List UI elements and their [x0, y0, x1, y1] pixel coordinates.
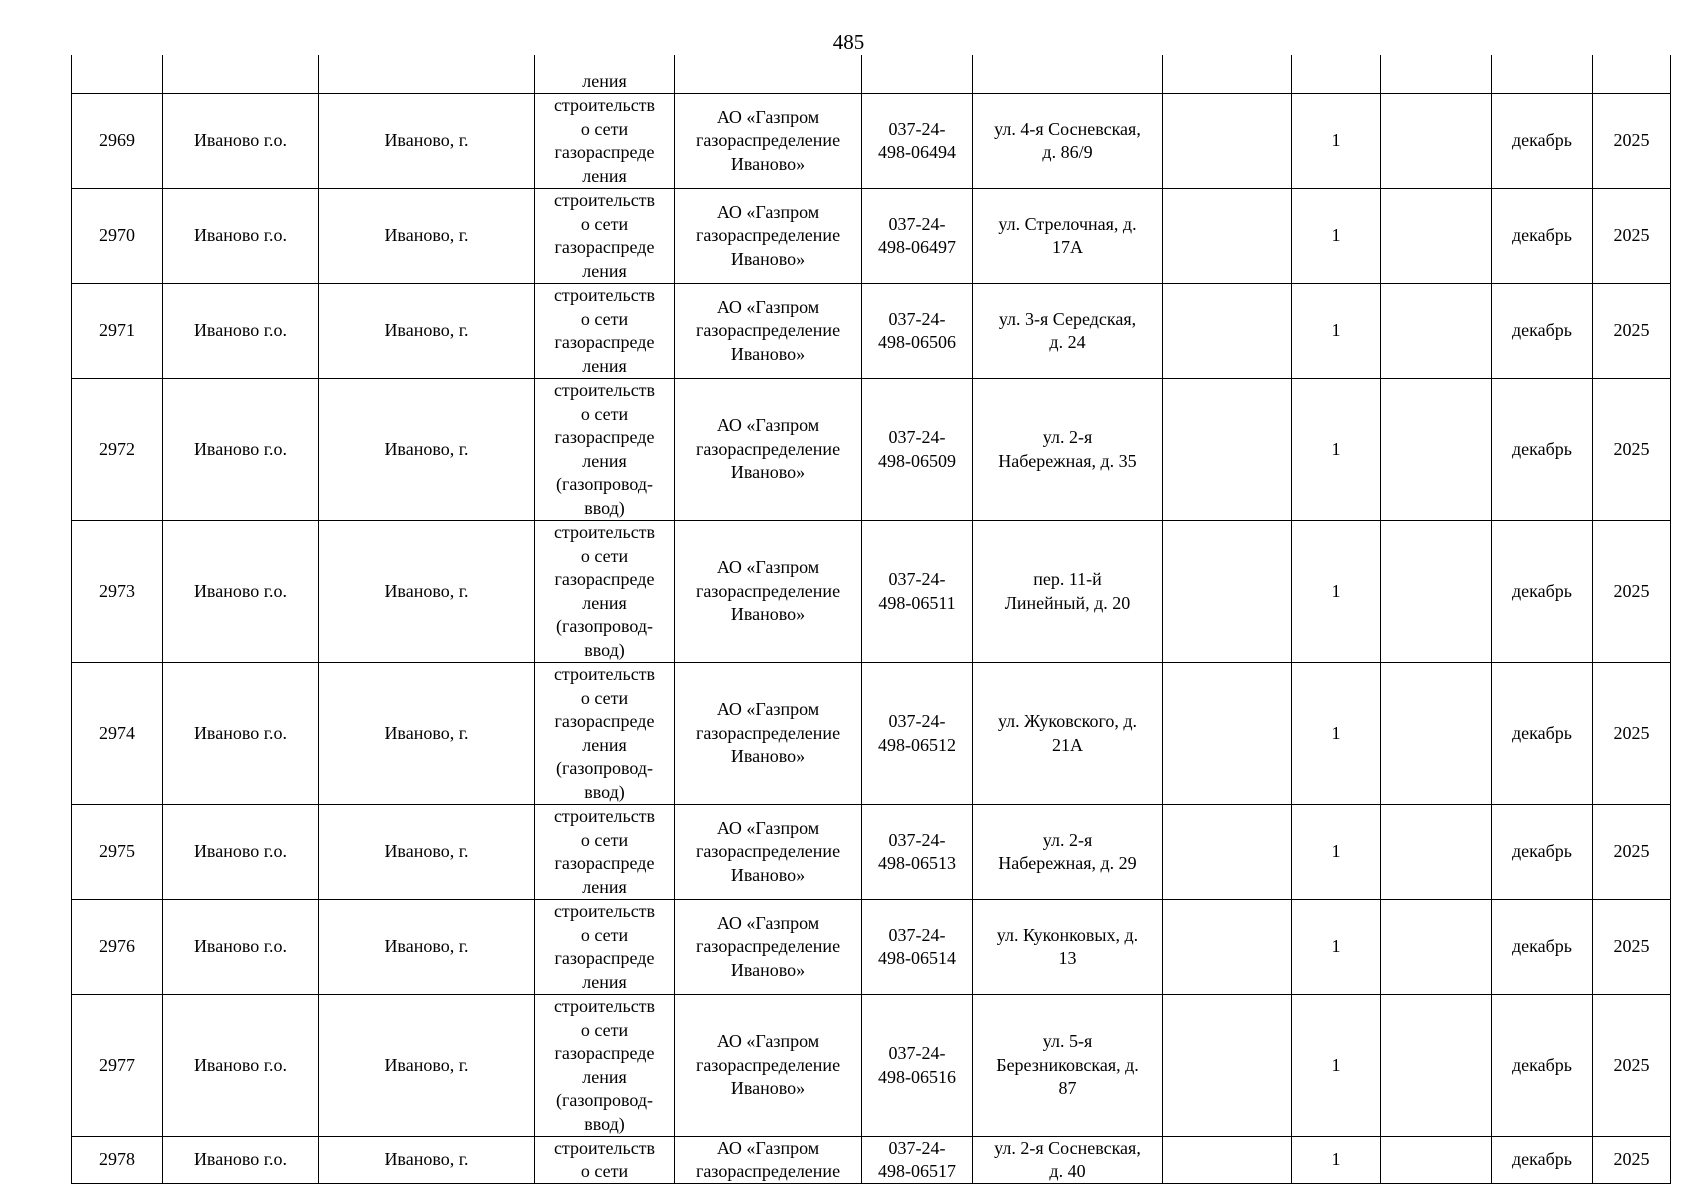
cell-address [973, 663, 1163, 805]
gasification-table [71, 55, 1671, 1184]
year-text: 2025 [1613, 320, 1650, 341]
cell-purpose [535, 900, 675, 995]
locality-text: Иваново, г. [384, 438, 469, 459]
address-text: ул. 5-я Березниковская, д. 87 [996, 1031, 1139, 1099]
org-text: АО «Газпром газораспределение Иваново» [695, 817, 841, 885]
month-text: декабрь [1512, 936, 1572, 957]
qty-text: 1 [1331, 130, 1341, 151]
purpose-text: строительств о сети газораспреде ления [553, 95, 656, 186]
cell-year [1593, 1137, 1671, 1184]
cell-code [862, 189, 973, 284]
org-text: АО «Газпром газораспределение [695, 1137, 841, 1181]
address-text: ул. 4-я Сосневская, д. 86/9 [994, 118, 1141, 162]
cell-year [1593, 189, 1671, 284]
cell-year [1593, 94, 1671, 189]
cell-empty [1163, 284, 1292, 379]
year-text: 2025 [1613, 438, 1650, 459]
qty-text: 1 [1331, 936, 1341, 957]
cell-num [72, 995, 163, 1137]
locality-text: Иваново, г. [384, 936, 469, 957]
cell-org [675, 189, 862, 284]
num-text: 2975 [99, 841, 135, 862]
cell-num [72, 1137, 163, 1184]
cell-district [163, 995, 319, 1137]
year-text: 2025 [1613, 130, 1650, 151]
cell-org [675, 55, 862, 94]
code-text: 037-24- 498-06506 [878, 308, 956, 352]
cell-district [163, 663, 319, 805]
cell-address [973, 995, 1163, 1137]
cell-purpose [535, 379, 675, 521]
cell-org [675, 521, 862, 663]
district-text: Иваново г.о. [193, 1054, 288, 1075]
code-text: 037-24- 498-06511 [878, 569, 956, 613]
cell-purpose [535, 1137, 675, 1184]
table-row-partial [72, 1137, 1671, 1184]
cell-num [72, 284, 163, 379]
cell-qty [1292, 521, 1381, 663]
district-text: Иваново г.о. [193, 936, 288, 957]
cell-district [163, 94, 319, 189]
address-text: ул. 2-я Сосневская, д. 40 [994, 1137, 1141, 1181]
cell-code [862, 521, 973, 663]
cell-qty [1292, 1137, 1381, 1184]
cell-locality [319, 1137, 535, 1184]
cell-district [163, 55, 319, 94]
code-text: 037-24- 498-06513 [878, 829, 956, 873]
cell-purpose [535, 94, 675, 189]
cell-empty [1381, 995, 1492, 1137]
table-row [72, 900, 1671, 995]
cell-month [1492, 55, 1593, 94]
district-text: Иваново г.о. [193, 1149, 288, 1170]
table-row [72, 94, 1671, 189]
cell-district [163, 900, 319, 995]
org-text: АО «Газпром газораспределение Иваново» [695, 699, 841, 767]
address-text: пер. 11-й Линейный, д. 20 [1004, 569, 1131, 613]
cell-empty [1381, 284, 1492, 379]
qty-text: 1 [1331, 1054, 1341, 1075]
year-text: 2025 [1613, 225, 1650, 246]
month-text: декабрь [1512, 1149, 1572, 1170]
num-text: 2972 [99, 438, 135, 459]
cell-org [675, 379, 862, 521]
cell-empty [1163, 94, 1292, 189]
cell-district [163, 521, 319, 663]
address-text: ул. Жуковского, д. 21А [997, 711, 1138, 755]
cell-month [1492, 94, 1593, 189]
num-text: 2978 [99, 1149, 135, 1170]
org-text: АО «Газпром газораспределение Иваново» [695, 415, 841, 483]
cell-empty [1163, 379, 1292, 521]
cell-num [72, 900, 163, 995]
locality-text: Иваново, г. [384, 1054, 469, 1075]
cell-empty [1163, 995, 1292, 1137]
locality-text: Иваново, г. [384, 1149, 469, 1170]
cell-purpose [535, 55, 675, 94]
qty-text: 1 [1331, 841, 1341, 862]
cell-empty [1163, 189, 1292, 284]
code-text: 037-24- 498-06517 [878, 1137, 956, 1181]
month-text: декабрь [1512, 225, 1572, 246]
cell-num [72, 94, 163, 189]
qty-text: 1 [1331, 225, 1341, 246]
year-text: 2025 [1613, 1149, 1650, 1170]
cell-empty [1163, 55, 1292, 94]
address-text: ул. Куконковых, д. 13 [996, 924, 1139, 968]
cell-empty [1381, 900, 1492, 995]
locality-text: Иваново, г. [384, 841, 469, 862]
cell-locality [319, 995, 535, 1137]
cell-year [1593, 900, 1671, 995]
cell-locality [319, 521, 535, 663]
cell-empty [1381, 189, 1492, 284]
cell-year [1593, 805, 1671, 900]
cell-address [973, 284, 1163, 379]
cell-code [862, 284, 973, 379]
cell-org [675, 995, 862, 1137]
cell-empty [1381, 663, 1492, 805]
cell-num [72, 663, 163, 805]
district-text: Иваново г.о. [193, 320, 288, 341]
cell-empty [1163, 1137, 1292, 1184]
address-text: ул. 3-я Середская, д. 24 [998, 308, 1137, 352]
table-row [72, 521, 1671, 663]
cell-empty [1381, 1137, 1492, 1184]
cell-district [163, 1137, 319, 1184]
qty-text: 1 [1331, 1149, 1341, 1170]
purpose-text: строительств о сети газораспреде ления (газопровод- ввод) [553, 664, 656, 802]
address-text: ул. 2-я Набережная, д. 35 [998, 427, 1137, 471]
code-text: 037-24- 498-06516 [878, 1043, 956, 1087]
cell-qty [1292, 805, 1381, 900]
table-row [72, 379, 1671, 521]
locality-text: Иваново, г. [384, 722, 469, 743]
cell-org [675, 94, 862, 189]
district-text: Иваново г.о. [193, 841, 288, 862]
org-text: АО «Газпром газораспределение Иваново» [695, 912, 841, 980]
month-text: декабрь [1512, 580, 1572, 601]
cell-code [862, 1137, 973, 1184]
district-text: Иваново г.о. [193, 438, 288, 459]
qty-text: 1 [1331, 438, 1341, 459]
num-text: 2976 [99, 936, 135, 957]
locality-text: Иваново, г. [384, 320, 469, 341]
cell-address [973, 94, 1163, 189]
cell-locality [319, 55, 535, 94]
cell-address [973, 805, 1163, 900]
num-text: 2977 [99, 1054, 135, 1075]
locality-text: Иваново, г. [384, 225, 469, 246]
purpose-text: строительств о сети газораспреде ления (газопровод- ввод) [553, 996, 656, 1134]
cell-address [973, 900, 1163, 995]
address-text: ул. Стрелочная, д. 17А [998, 213, 1137, 257]
purpose-text: строительств о сети газораспреде ления [553, 806, 656, 897]
cell-code [862, 900, 973, 995]
cell-empty [1381, 379, 1492, 521]
cell-empty [1163, 900, 1292, 995]
cell-address [973, 1137, 1163, 1184]
cell-code [862, 94, 973, 189]
district-text: Иваново г.о. [193, 130, 288, 151]
cell-district [163, 805, 319, 900]
qty-text: 1 [1331, 320, 1341, 341]
cell-num [72, 189, 163, 284]
cell-qty [1292, 284, 1381, 379]
table-row [72, 663, 1671, 805]
cell-empty [1163, 805, 1292, 900]
cell-address [973, 55, 1163, 94]
cell-qty [1292, 379, 1381, 521]
district-text: Иваново г.о. [193, 225, 288, 246]
code-text: 037-24- 498-06509 [878, 427, 956, 471]
org-text: АО «Газпром газораспределение Иваново» [695, 201, 841, 269]
cell-org [675, 284, 862, 379]
cell-empty [1381, 94, 1492, 189]
org-text: АО «Газпром газораспределение Иваново» [695, 1031, 841, 1099]
cell-org [675, 1137, 862, 1184]
qty-text: 1 [1331, 722, 1341, 743]
code-text: 037-24- 498-06514 [878, 924, 956, 968]
cell-address [973, 379, 1163, 521]
org-text: АО «Газпром газораспределение Иваново» [695, 106, 841, 174]
purpose-text: строительств о сети газораспреде ления (газопровод- ввод) [553, 522, 656, 660]
address-text: ул. 2-я Набережная, д. 29 [998, 829, 1137, 873]
cell-org [675, 805, 862, 900]
cell-code [862, 55, 973, 94]
purpose-text: строительств о сети газораспреде ления [553, 285, 656, 376]
org-text: АО «Газпром газораспределение Иваново» [695, 296, 841, 364]
cell-code [862, 805, 973, 900]
purpose-text: строительств о сети газораспреде ления [553, 901, 656, 992]
table-row-continued [72, 55, 1671, 94]
num-text: 2969 [99, 130, 135, 151]
cell-locality [319, 805, 535, 900]
locality-text: Иваново, г. [384, 130, 469, 151]
num-text: 2973 [99, 580, 135, 601]
cell-month [1492, 284, 1593, 379]
district-text: Иваново г.о. [193, 580, 288, 601]
code-text: 037-24- 498-06512 [878, 711, 956, 755]
cell-code [862, 663, 973, 805]
table-row [72, 995, 1671, 1137]
cell-code [862, 995, 973, 1137]
cell-locality [319, 94, 535, 189]
cell-month [1492, 1137, 1593, 1184]
table-row [72, 805, 1671, 900]
num-text: 2974 [99, 722, 135, 743]
cell-empty [1163, 663, 1292, 805]
purpose-text: строительств о сети [553, 1137, 656, 1181]
cell-num [72, 379, 163, 521]
purpose-tail: ления [582, 70, 627, 91]
cell-locality [319, 900, 535, 995]
month-text: декабрь [1512, 130, 1572, 151]
cell-purpose [535, 284, 675, 379]
cell-month [1492, 379, 1593, 521]
month-text: декабрь [1512, 841, 1572, 862]
cell-purpose [535, 995, 675, 1137]
cell-num [72, 805, 163, 900]
cell-code [862, 379, 973, 521]
cell-address [973, 521, 1163, 663]
page-number: 485 [832, 30, 865, 54]
qty-text: 1 [1331, 580, 1341, 601]
cell-qty [1292, 189, 1381, 284]
table-row [72, 189, 1671, 284]
cell-empty [1381, 805, 1492, 900]
cell-month [1492, 805, 1593, 900]
cell-qty [1292, 94, 1381, 189]
month-text: декабрь [1512, 1054, 1572, 1075]
cell-qty [1292, 663, 1381, 805]
cell-empty [1163, 521, 1292, 663]
cell-purpose [535, 521, 675, 663]
cell-district [163, 189, 319, 284]
cell-district [163, 284, 319, 379]
month-text: декабрь [1512, 320, 1572, 341]
cell-empty [1381, 55, 1492, 94]
cell-qty [1292, 900, 1381, 995]
cell-locality [319, 284, 535, 379]
cell-empty [1381, 521, 1492, 663]
cell-locality [319, 379, 535, 521]
cell-locality [319, 189, 535, 284]
cell-district [163, 379, 319, 521]
cell-org [675, 663, 862, 805]
locality-text: Иваново, г. [384, 580, 469, 601]
cell-month [1492, 995, 1593, 1137]
num-text: 2970 [99, 225, 135, 246]
purpose-text: строительств о сети газораспреде ления (газопровод- ввод) [553, 380, 656, 518]
num-text: 2971 [99, 320, 135, 341]
code-text: 037-24- 498-06497 [878, 213, 956, 257]
year-text: 2025 [1613, 580, 1650, 601]
cell-org [675, 900, 862, 995]
cell-year [1593, 521, 1671, 663]
cell-month [1492, 900, 1593, 995]
table-body [72, 55, 1671, 1184]
cell-purpose [535, 189, 675, 284]
table-row [72, 284, 1671, 379]
purpose-text: строительств о сети газораспреде ления [553, 190, 656, 281]
cell-month [1492, 189, 1593, 284]
month-text: декабрь [1512, 438, 1572, 459]
cell-qty [1292, 55, 1381, 94]
cell-address [973, 189, 1163, 284]
code-text: 037-24- 498-06494 [878, 118, 956, 162]
cell-month [1492, 663, 1593, 805]
cell-year [1593, 379, 1671, 521]
cell-num [72, 55, 163, 94]
year-text: 2025 [1613, 722, 1650, 743]
cell-year [1593, 284, 1671, 379]
cell-purpose [535, 663, 675, 805]
cell-qty [1292, 995, 1381, 1137]
cell-year [1593, 663, 1671, 805]
month-text: декабрь [1512, 722, 1572, 743]
year-text: 2025 [1613, 1054, 1650, 1075]
cell-purpose [535, 805, 675, 900]
district-text: Иваново г.о. [193, 722, 288, 743]
year-text: 2025 [1613, 841, 1650, 862]
year-text: 2025 [1613, 936, 1650, 957]
cell-month [1492, 521, 1593, 663]
cell-num [72, 521, 163, 663]
cell-year [1593, 55, 1671, 94]
cell-locality [319, 663, 535, 805]
cell-year [1593, 995, 1671, 1137]
org-text: АО «Газпром газораспределение Иваново» [695, 557, 841, 625]
